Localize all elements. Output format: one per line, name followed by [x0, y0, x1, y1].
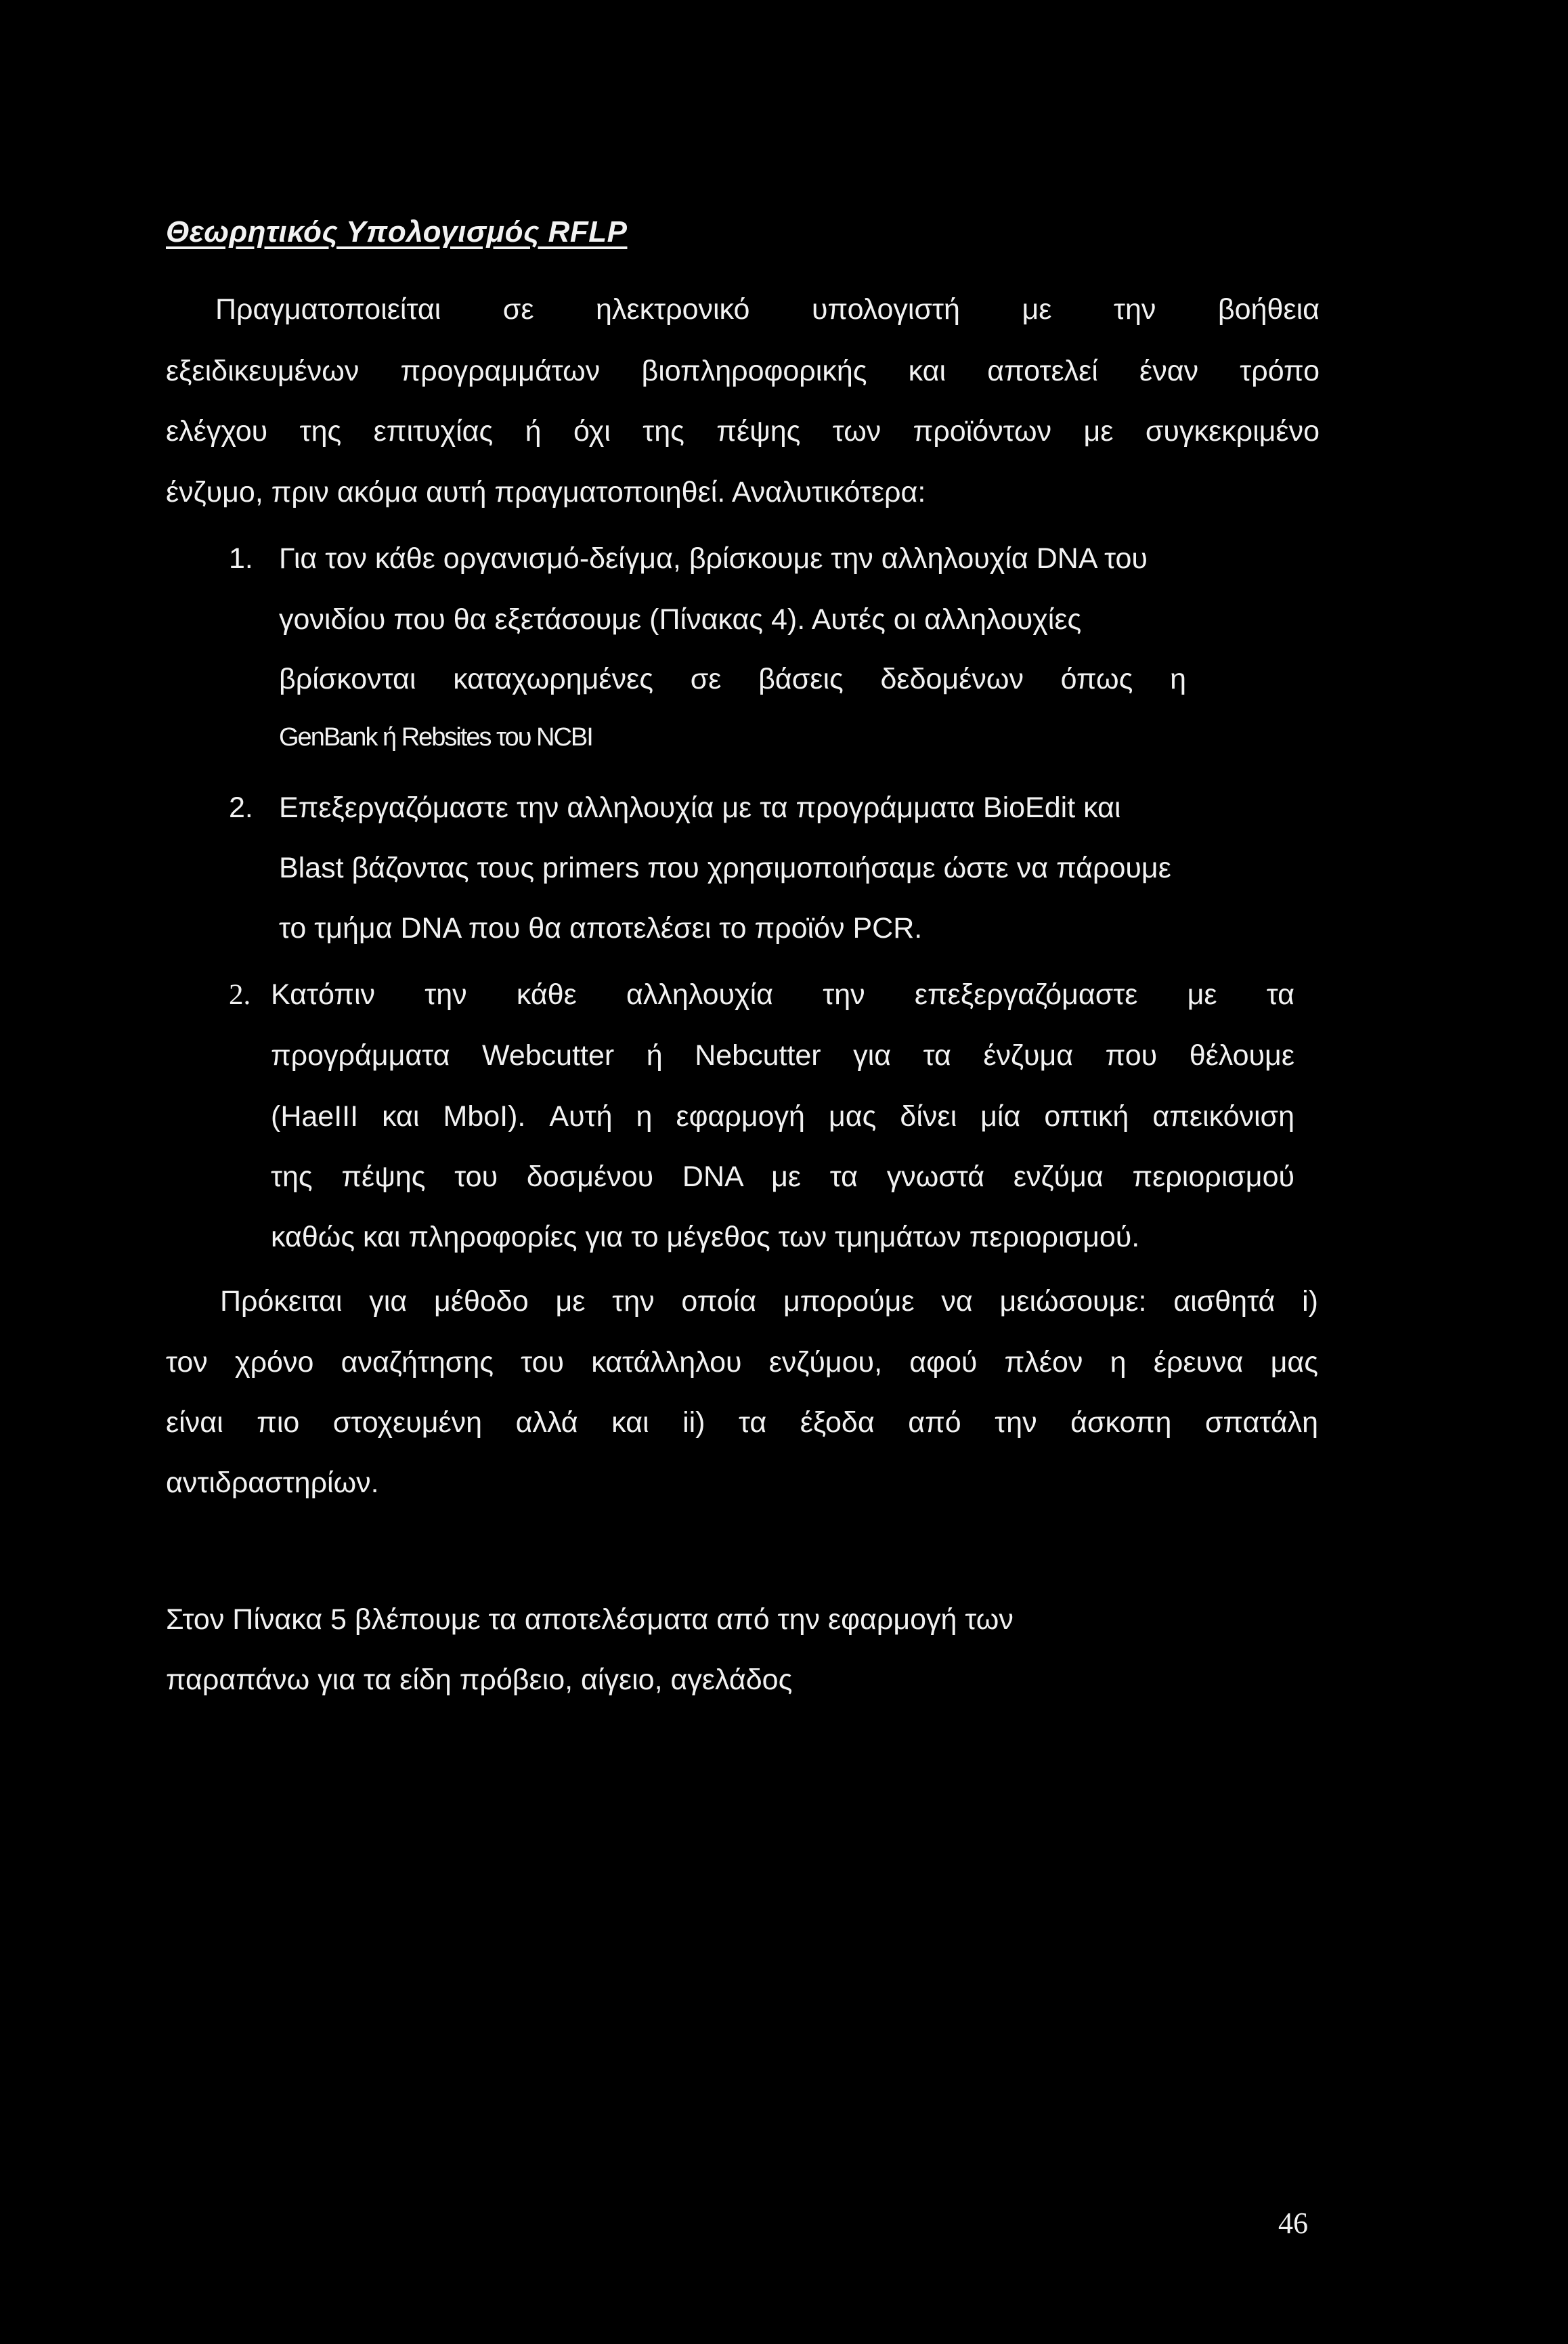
step-1-number: 1.	[229, 542, 253, 575]
step-2-line-2: Blast βάζοντας τους primers που χρησιμοποιήσαμε ώστε να πάρουμε	[279, 852, 1171, 884]
intro-line-4: ένζυμο, πριν ακόμα αυτή πραγματοποιηθεί. Αναλυτικότερα:	[166, 476, 926, 508]
step-3-number: 2.	[229, 979, 251, 1011]
step-3-line-2: προγράμματα Webcutter ή Nebcutter για τα ένζυμα που θέλουμε	[271, 1039, 1294, 1072]
summary-line-2: τον χρόνο αναζήτησης του κατάλληλου ενζύμου, αφού πλέον η έρευνα μας	[166, 1346, 1318, 1379]
section-heading: Θεωρητικός Υπολογισμός RFLP	[166, 215, 628, 248]
closing-line-1: Στον Πίνακα 5 βλέπουμε τα αποτελέσματα από την εφαρμογή των	[166, 1603, 1014, 1636]
summary-line-3: είναι πιο στοχευμένη αλλά και ii) τα έξοδα από την άσκοπη σπατάλη	[166, 1406, 1318, 1439]
step-2-line-3: το τμήμα DNA που θα αποτελέσει το προϊόν PCR.	[279, 912, 923, 945]
step-2-number: 2.	[229, 791, 253, 824]
page-number: 46	[1278, 2207, 1308, 2240]
summary-line-1: Πρόκειται για μέθοδο με την οποία μπορούμε να μειώσουμε: αισθητά i)	[220, 1285, 1318, 1318]
step-1-line-1: Για τον κάθε οργανισμό-δείγμα, βρίσκουμε την αλληλουχία DNA του	[279, 542, 1148, 575]
intro-line-2: εξειδικευμένων προγραμμάτων βιοπληροφορικής και αποτελεί έναν τρόπο	[166, 355, 1320, 387]
summary-line-4: αντιδραστηρίων.	[166, 1467, 379, 1499]
intro-line-3: ελέγχου της επιτυχίας ή όχι της πέψης των προϊόντων με συγκεκριμένο	[166, 415, 1320, 448]
step-1-line-3: βρίσκονται καταχωρημένες σε βάσεις δεδομένων όπως η	[279, 663, 1186, 695]
step-3-line-3: (HaeIII και MboI). Αυτή η εφαρμογή μας δίνει μία οπτική απεικόνιση	[271, 1100, 1294, 1133]
step-3-line-5: καθώς και πληροφορίες για το μέγεθος των τμημάτων περιορισμού.	[271, 1221, 1140, 1253]
step-1-line-4: GenBank ή Rebsites του NCBI	[279, 723, 592, 752]
step-2-line-1: Επεξεργαζόμαστε την αλληλουχία με τα προγράμματα BioEdit και	[279, 791, 1121, 824]
step-1-line-2: γονιδίου που θα εξετάσουμε (Πίνακας 4). Αυτές οι αλληλουχίες	[279, 603, 1082, 636]
step-3-line-4: της πέψης του δοσμένου DNA με τα γνωστά ενζύμα περιορισμού	[271, 1160, 1294, 1193]
step-3-line-1: Κατόπιν την κάθε αλληλουχία την επεξεργαζόμαστε με τα	[271, 978, 1294, 1011]
intro-line-1: Πραγματοποιείται σε ηλεκτρονικό υπολογιστή με την βοήθεια	[215, 293, 1320, 326]
closing-line-2: παραπάνω για τα είδη πρόβειο, αίγειο, αγελάδος	[166, 1664, 793, 1696]
